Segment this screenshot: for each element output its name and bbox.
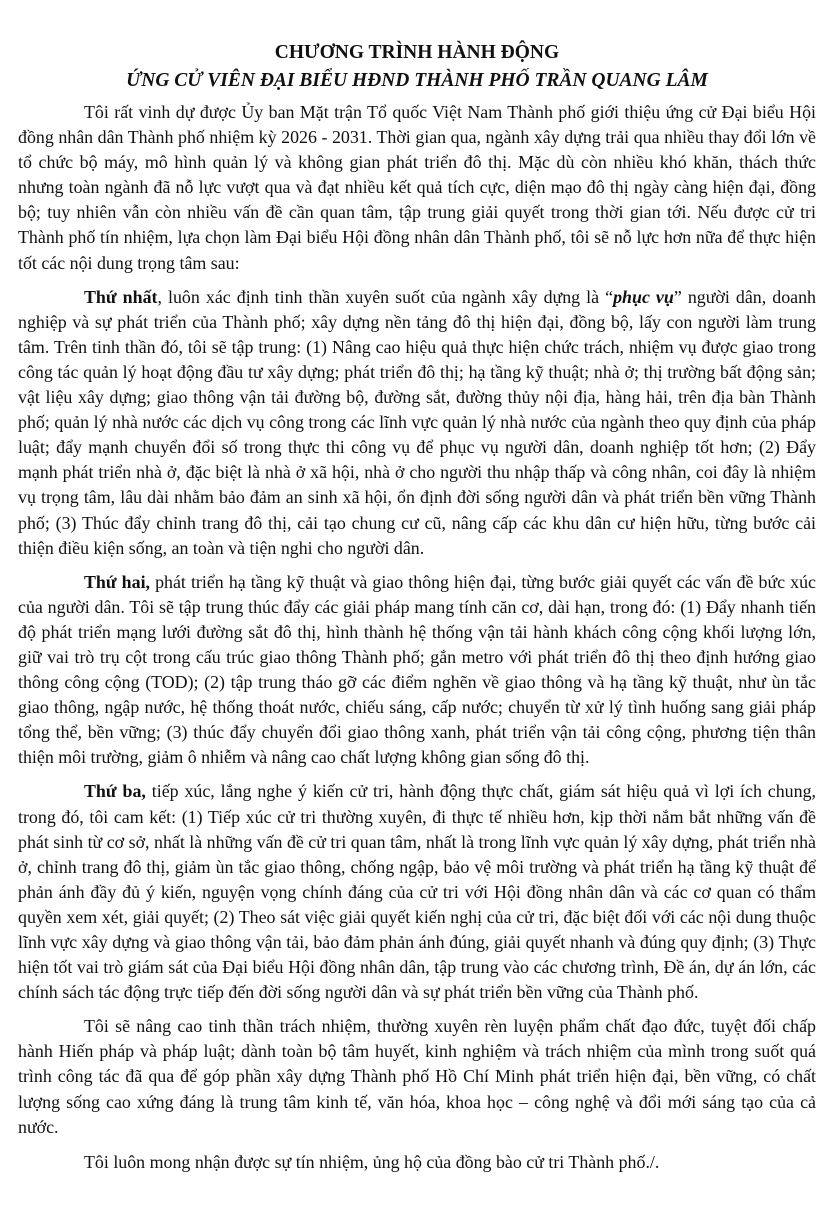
third-point-paragraph [18,779,816,1005]
closing-paragraph: Tôi luôn mong nhận được sự tín nhiệm, ủng hộ của đồng bào cử tri Thành phố./. [84,1151,660,1172]
first-point-emphasis: phục vụ [613,286,674,307]
first-point-paragraph [18,285,816,561]
document-subtitle: ỨNG CỬ VIÊN ĐẠI BIỂU HĐND THÀNH PHỐ TRẦN QUANG LÂM [126,70,708,91]
first-point-text-a: , luôn xác định tinh thần xuyên suốt của ngành xây dựng là “ [157,286,614,307]
commitment-paragraph: Tôi sẽ nâng cao tinh thần trách nhiệm, thường xuyên rèn luyện phẩm chất đạo đức, tuyệt đối chấp hành Hiến pháp và pháp luật; dành toàn bộ tâm huyết, kinh nghiệm và trách nhiệm của mình trong suốt quá trình công tác đã qua để góp phần xây dựng Thành phố Hồ Chí Minh phát triển hiện đại, bền vững, có chất lượng sống cao xứng đáng là trung tâm kinh tế, văn hóa, khoa học – công nghệ và đổi mới sáng tạo của cả nước. [18,1016,816,1137]
second-point-lead: Thứ hai, [84,571,151,592]
document-title: CHƯƠNG TRÌNH HÀNH ĐỘNG [274,42,560,63]
third-point-lead: Thứ ba, [84,781,146,802]
intro-paragraph: Tôi rất vinh dự được Ủy ban Mặt trận Tổ quốc Việt Nam Thành phố giới thiệu ứng cử Đại biểu Hội đồng nhân dân Thành phố nhiệm kỳ 2026 - 2031. Thời gian qua, ngành xây dựng trải qua nhiều thay đổi lớn về tổ chức bộ máy, mô hình quản lý và không gian phát triển đô thị. Mặc dù còn nhiều khó khăn, thách thức nhưng toàn ngành đã nỗ lực vượt qua và đạt nhiều kết quả tích cực, diện mạo đô thị ngày càng hiện đại, đồng bộ; tuy nhiên vẫn còn nhiều vấn đề cần quan tâm, tập trung giải quyết trong thời gian tới. Nếu được cử tri Thành phố tín nhiệm, lựa chọn làm Đại biểu Hội đồng nhân dân Thành phố, tôi sẽ nỗ lực hơn nữa để thực hiện tốt các nội dung trọng tâm sau: [18,102,816,273]
first-point-lead: Thứ nhất [84,286,158,307]
third-point-text: tiếp xúc, lắng nghe ý kiến cử tri, hành động thực chất, giám sát hiệu quả vì lợi ích chung, trong đó, tôi cam kết: (1) Tiếp xúc cử tri thường xuyên, đi thực tế nhiều hơn, kịp thời nắm bắt những vấn đề phát sinh từ cơ sở, nhất là những vấn đề cử tri quan tâm, nhất là trong lĩnh vực quản lý xây dựng, phát triển nhà ở, chỉnh trang đô thị, giảm ùn tắc giao thông, chống ngập, bảo vệ môi trường và phát triển hạ tầng kỹ thuật để phản ánh đầy đủ ý kiến, nguyện vọng chính đáng của cử tri với Hội đồng nhân dân và các cơ quan có thẩm quyền xem xét, giải quyết; (2) Theo sát việc giải quyết kiến nghị của cử tri, đặc biệt đối với các nội dung thuộc lĩnh vực xây dựng và giao thông vận tải, bảo đảm phản ánh đúng, giải quyết nhanh và đúng quy định; (3) Thực hiện tốt vai trò giám sát của Đại biểu Hội đồng nhân dân, tập trung vào các chương trình, Đề án, dự án lớn, các chính sách tác động trực tiếp đến đời sống người dân và sự phát triển bền vững của Thành phố. [18,781,816,1003]
second-point-paragraph [18,570,816,771]
second-point-text: phát triển hạ tầng kỹ thuật và giao thông hiện đại, từng bước giải quyết các vấn đề bức xúc của người dân. Tôi sẽ tập trung thúc đẩy các giải pháp mang tính căn cơ, dài hạn, trong đó: (1) Đẩy nhanh tiến độ phát triển mạng lưới đường sắt đô thị, hình thành hệ thống vận tải hành khách công cộng khối lượng lớn, giữ vai trò trụ cột trong cấu trúc giao thông Thành phố; gắn metro với phát triển đô thị theo định hướng giao thông công cộng (TOD); (2) tập trung tháo gỡ các điểm nghẽn về giao thông và hạ tầng kỹ thuật, như ùn tắc giao thông, ngập nước, hệ thống thoát nước, chiếu sáng, cấp nước; chuyển từ xử lý tình huống sang giải pháp tổng thể, bền vững; (3) thúc đẩy chuyển đổi giao thông xanh, phát triển vận tải công cộng, phương tiện thân thiện môi trường, giảm ô nhiễm và nâng cao chất lượng không gian sống đô thị. [18,571,816,768]
first-point-text-b: ” người dân, doanh nghiệp và sự phát triển của Thành phố; xây dựng nền tảng đô thị hiện đại, đồng bộ, lấy con người làm trung tâm. Trên tinh thần đó, tôi sẽ tập trung: (1) Nâng cao hiệu quả thực hiện chức trách, nhiệm vụ được giao trong công tác quản lý hoạt động đầu tư xây dựng; phát triển đô thị; hạ tầng kỹ thuật; nhà ở; thị trường bất động sản; vật liệu xây dựng; giao thông vận tải đường bộ, đường sắt, đường thủy nội địa, hàng hải, trên địa bàn Thành phố; quản lý nhà nước các dịch vụ công trong các lĩnh vực quản lý nhà nước của ngành theo quy định của pháp luật; đẩy mạnh chuyển đổi số trong thực thi công vụ để phục vụ người dân, doanh nghiệp tốt hơn; (2) Đẩy mạnh phát triển nhà ở, đặc biệt là nhà ở xã hội, nhà ở cho người thu nhập thấp và công nhân, coi đây là nhiệm vụ trọng tâm, lâu dài nhằm bảo đảm an sinh xã hội, ổn định đời sống người dân và phát triển bền vững Thành phố; (3) Thúc đẩy chỉnh trang đô thị, cải tạo chung cư cũ, nâng cấp các khu dân cư hiện hữu, từng bước cải thiện điều kiện sống, an toàn và tiện nghi cho người dân. [18,286,816,558]
